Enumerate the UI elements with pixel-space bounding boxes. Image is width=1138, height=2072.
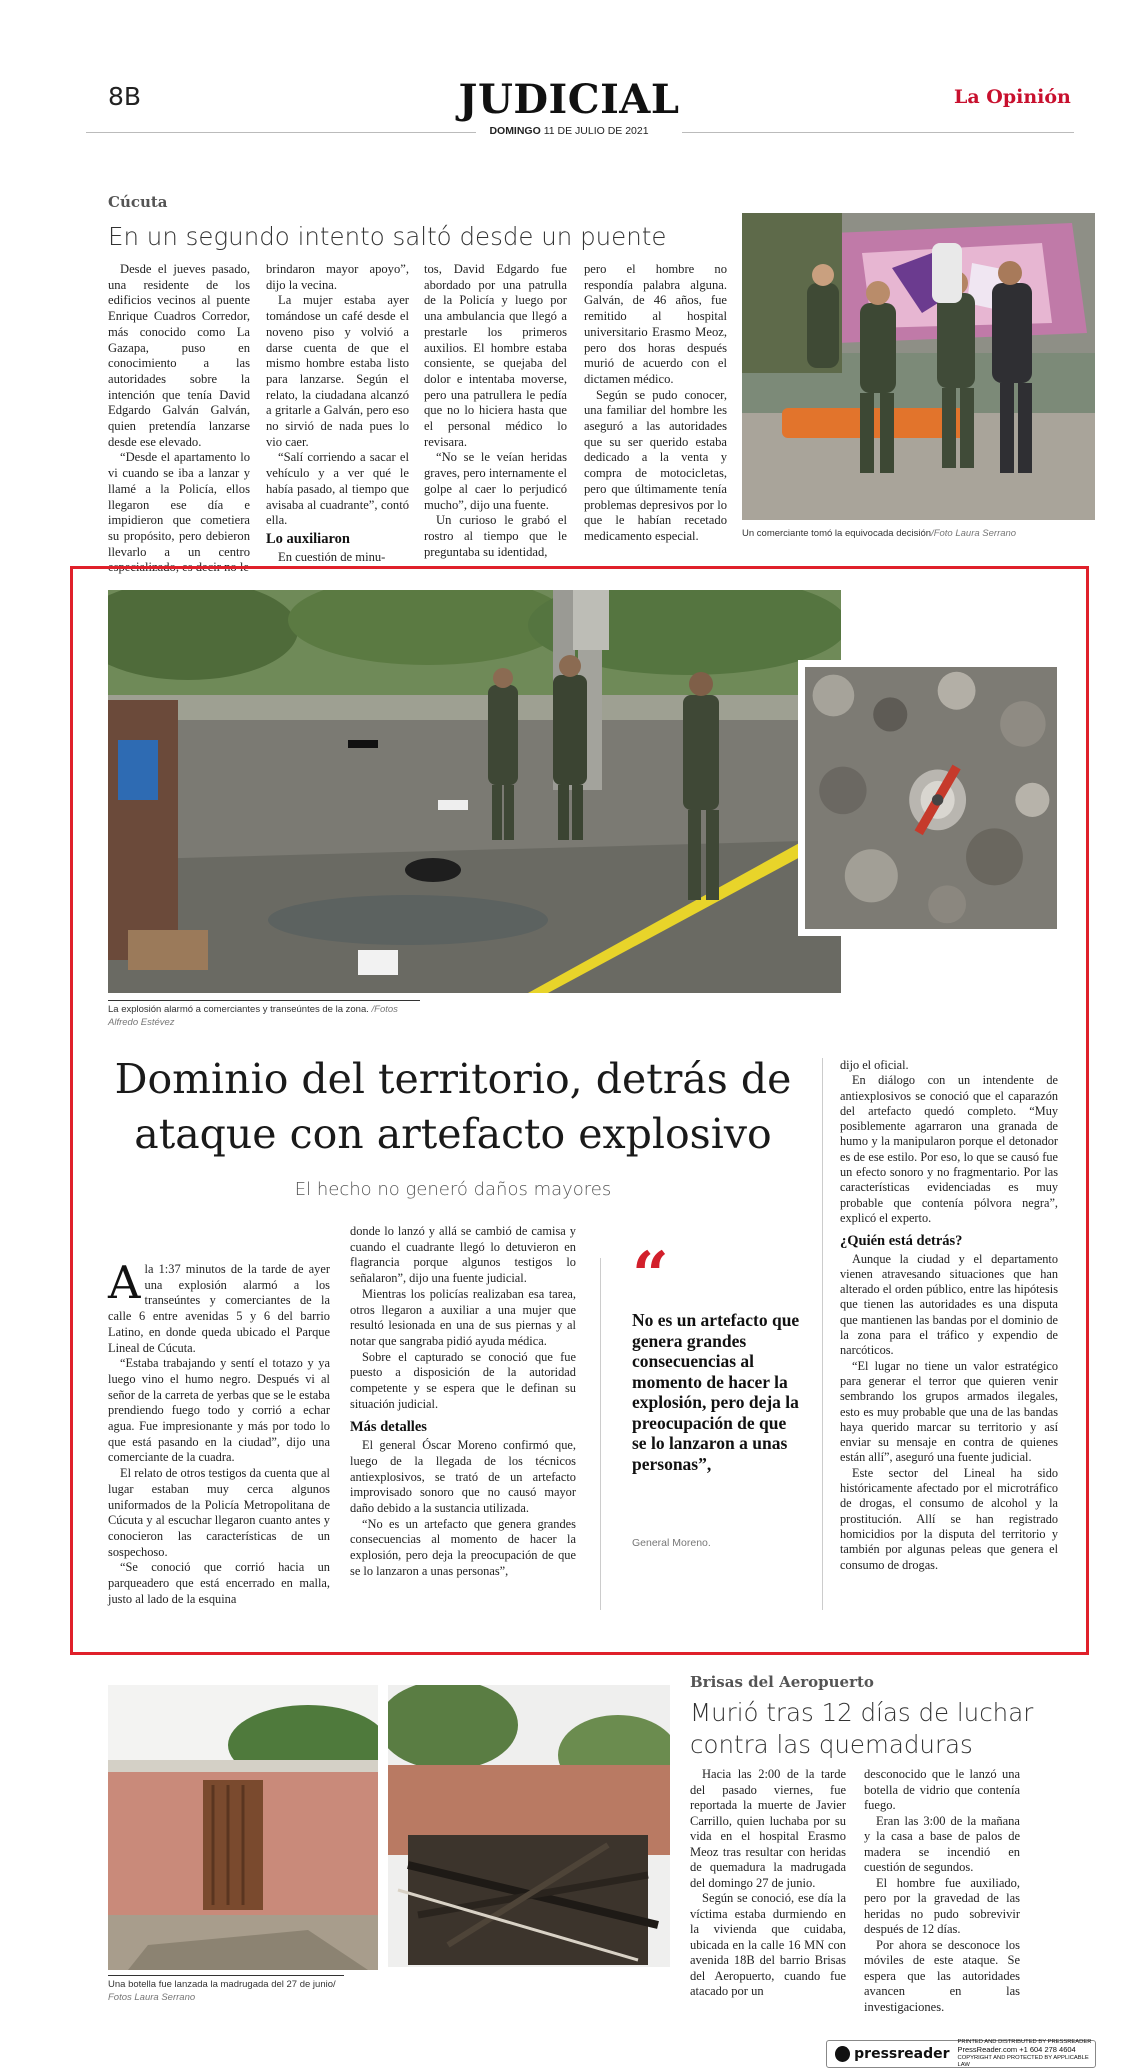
story1-c2-p2: La mujer estaba ayer tomándose un café desde el noveno piso y volvió a darse cuenta de que el mismo hombre estaba listo para lanzarse. Según el relato, la ciudadana alcanzó a gritarle a Galván, pero eso no sirvió de nada pues lo vio caer.	[266, 293, 409, 449]
date-rest: 11 DE JULIO DE 2021	[543, 125, 649, 137]
story2-deck: El hecho no generó daños mayores	[294, 1179, 612, 1200]
story3-column-1	[690, 1767, 846, 2000]
story2-column-4	[840, 1058, 1058, 1573]
story1-c4-p2: Según se pudo conocer, una familiar del hombre les aseguró a las autoridades que su ser querido estaba dedicado a la venta y compra de motocicletas, pero que últimamente tenía problemas depresivos por lo que le habían recetado medicamento especial.	[584, 387, 727, 543]
story2-caption	[108, 1003, 428, 1029]
story1-column-1	[108, 262, 250, 576]
story2-c2-p5: “No es un artefacto que genera grandes consecuencias al momento de hacer la explosión, pero deja la preocupación de que se lo lanzaron a unas personas”,	[350, 1516, 576, 1578]
date-line	[0, 125, 1138, 137]
story1-column-4	[584, 262, 727, 545]
column-divider-1	[600, 1258, 601, 1610]
story1-c1-p2: “Desde el apartamento lo vi cuando se iba a lanzar y llamé a la Policía, ellos llegaron ese día e impidieron que cometiera su propósito, pero debieron llevarlo a un centro especializado, es decir no le	[108, 450, 250, 575]
story1-photo	[742, 213, 1095, 520]
story3-kicker: Brisas del Aeropuerto	[690, 1673, 874, 1691]
story1-c1-p1: Desde el jueves pasado, una residente de los edificios vecinos al puente Enrique Cuadros Corredor, más conocido como La Gazapa, puso en conocimiento a las autoridades sobre la intención que tenía David Edgardo Galván Galván, quien pretendía lanzarse desde ese elevado.	[108, 262, 250, 449]
story3-headline: Murió tras 12 días de luchar contra las quemaduras	[690, 1698, 1034, 1759]
story2-caption-credit: /Fotos Alfredo Estévez	[108, 1004, 398, 1028]
pressreader-badge[interactable]	[826, 2040, 1096, 2068]
story1-c2-p4: En cuestión de minu-	[278, 549, 386, 564]
story2-c1-p4: “Se conoció que corrió hacia un parqueadero que está encerrado en malla, justo al lado de la esquina	[108, 1560, 330, 1606]
pressreader-line3: COPYRIGHT AND PROTECTED BY APPLICABLE LAW	[957, 2054, 1089, 2068]
story2-main-photo	[108, 590, 841, 993]
story3-caption-text: Una botella fue lanzada la madrugada del 27 de junio/	[108, 1979, 336, 1990]
story2-c1-p3: El relato de otros testigos da cuenta que al lugar estaban muy cerca algunos uniformados de la Policía Metropolitana de Cúcuta y al escuchar llegaron cuanto antes y conocieron las características de un sospechoso.	[108, 1466, 330, 1559]
story1-caption-credit: /Foto Laura Serrano	[931, 528, 1017, 539]
story2-column-2	[350, 1224, 576, 1579]
story2-column-1	[108, 1256, 330, 1607]
page-number: 8B	[108, 82, 142, 111]
story2-c4-p4: “El lugar no tiene un valor estratégico para generar el terror que quieren venir sembrando los grupos armados ilegales, esto es muy probable que una de las bandas haya querido marcar su territorio y así enviar su mensaje en contra de quienes están allí”, aseguró una fuente judicial.	[840, 1358, 1058, 1465]
story2-inset-photo	[798, 660, 1064, 936]
story3-caption-rule	[108, 1975, 344, 1976]
pressreader-info	[958, 2039, 1095, 2069]
story1-column-3	[424, 262, 567, 560]
story1-c2-p3: “Salí corriendo a sacar el vehículo y a ver qué le había pasado, al tiempo que avisaba al cuadrante”, contó ella.	[266, 450, 409, 528]
story3-c2-p1: desconocido que le lanzó una botella de vidrio que contenía fuego.	[864, 1767, 1020, 1812]
story1-c3-p2: “No se le veían heridas graves, pero internamente el golpe al caer lo perjudicó mucho”, dijo una fuente.	[424, 450, 567, 512]
story1-column-2	[266, 262, 409, 565]
story3-c2-p2: Eran las 3:00 de la mañana y la casa a base de palos de madera se incendió en cuestión de segundos.	[864, 1813, 1020, 1874]
story2-caption-text: La explosión alarmó a comerciantes y transeúntes de la zona.	[108, 1004, 369, 1015]
pressreader-icon	[835, 2046, 850, 2062]
story2-subhead-2: ¿Quién está detrás?	[840, 1233, 963, 1250]
pressreader-logo: pressreader	[854, 2046, 950, 2062]
story2-c1-p1	[108, 1256, 330, 1356]
story2-c1-p1-text: la 1:37 minutos de la tarde de ayer una explosión alarmó a los transeúntes y comerciantes de la calle 6 entre avenidas 5 y 6 del barrio Latino, en donde queda ubicado el Parque Lineal de Cúcuta.	[108, 1262, 330, 1355]
story3-c1-p2: Según se conoció, ese día la víctima estaba durmiendo en la vivienda que cuidaba, ubicada en la calle 16 MN con avenida 18B del barrio Brisas del Aeropuerto, cuando fue atacado por un	[690, 1891, 846, 1998]
story2-subhead-1: Más detalles	[350, 1419, 427, 1436]
story1-c4-p1: pero el hombre no respondía palabra alguna. Galván, de 46 años, fue remitido al hospital universitario Erasmo Meoz, pero dos horas después murió de acuerdo con el dictamen médico.	[584, 262, 727, 386]
story3-column-2	[864, 1767, 1020, 2015]
story2-c2-p2: Mientras los policías realizaban esa tarea, otros llegaron a auxiliar a una mujer que resultó lesionada en una de sus piernas y al notar que sangraba pidió ayuda médica.	[350, 1286, 576, 1348]
story2-c1-p2: “Estaba trabajando y sentí el totazo y ya luego vino el humo negro. Después vi al señor de la carreta de yerbas que se le estaba prendiendo fuego todo y corrió a echar agua. Fue impresionante y más por todo lo que está pasando en la ciudad”, dijo una comerciante de la cuadra.	[108, 1356, 330, 1465]
story3-photo-right	[388, 1685, 670, 1967]
story1-kicker: Cúcuta	[108, 193, 168, 211]
story3-photo-left	[108, 1685, 378, 1970]
story1-c3-p3: Un curioso le grabó el rostro al tiempo que le preguntaba su identidad,	[424, 513, 567, 559]
story2-c2-p1: donde lo lanzó y allá se cambió de camisa y cuando el cuadrante llegó lo detuvieron en flagrancia porque algunos testigos lo señalaron”, dijo una fuente judicial.	[350, 1224, 576, 1286]
dropcap: A	[108, 1256, 141, 1309]
story2-c4-p1: dijo el oficial.	[840, 1058, 909, 1072]
column-divider-2	[822, 1058, 823, 1610]
story3-c2-p4: Por ahora se desconoce los móviles de este ataque. Se espera que las autoridades avancen en las investigaciones.	[864, 1937, 1020, 2014]
story3-caption-credit: Fotos Laura Serrano	[108, 1992, 196, 2003]
story2-c2-p3: Sobre el capturado se conoció que fue puesto a disposición de la autoridad competente y se espera que le definan su situación judicial.	[350, 1349, 576, 1411]
story1-caption	[742, 527, 1102, 540]
story1-headline: En un segundo intento saltó desde un puente	[108, 222, 667, 251]
pull-quote-attribution: General Moreno.	[632, 1537, 711, 1549]
story2-c4-p3: Aunque la ciudad y el departamento vienen atravesando situaciones que han alterado el orden público, entre las hipótesis que tienen las autoridades es una disputa que mantienen las bandas por el dominio de la zona para el tráfico y expendio de narcóticos.	[840, 1251, 1058, 1358]
brand-logo[interactable]: La Opinión	[954, 86, 1071, 108]
story3-caption	[108, 1978, 388, 2004]
story1-subhead: Lo auxiliaron	[266, 530, 350, 547]
story1-caption-text: Un comerciante tomó la equivocada decisión	[742, 528, 932, 539]
story1-c3-p1: tos, David Edgardo fue abordado por una patrulla de la Policía y luego por una ambulancia que llegó a prestarle los primeros auxilios. El hombre estaba consiente, se quejaba del dolor e intentaba moverse, pero una patrullera le pedía que no lo hiciera hasta que el personal médico lo revisara.	[424, 262, 567, 449]
pressreader-line1: PRINTED AND DISTRIBUTED BY PRESSREADER	[957, 2039, 1092, 2046]
story2-c4-p5: Este sector del Lineal ha sido históricamente afectado por el microtráfico de drogas, el consumo de alcohol y la prostitución. Allí se han registrado homicidios por la disputa del territorio y también por algunas peleas que genera el consumo de drogas.	[840, 1465, 1058, 1572]
story3-c1-p1: Hacia las 2:00 de la tarde del pasado viernes, fue reportada la muerte de Javier Carrillo, quien luchaba por su vida en el hospital Erasmo Meoz tras resultar con heridas de quemadura la madrugada del domingo 27 de junio.	[690, 1767, 846, 1890]
pull-quote-mark: “	[632, 1238, 669, 1313]
story2-headline: Dominio del territorio, detrás de ataque con artefacto explosivo	[114, 1055, 792, 1158]
date-day: DOMINGO	[489, 125, 541, 137]
pull-quote: No es un artefacto que genera grandes consecuencias al momento de hacer la explosión, pero deja la preocupación de que se lo lanzaron a unas personas”,	[632, 1310, 800, 1474]
story2-c4-p2: En diálogo con un intendente de antiexplosivos se conoció que el caparazón del artefacto quedó completo. “Muy posiblemente agarraron una granada de humo y la manipularon porque el detonador es de ese estilo. Por eso, lo que se causó fue un efecto sonoro y no fragmentario. Por las características evidenciadas es muy probable que contenía pólvora negra”, explicó el experto.	[840, 1073, 1058, 1225]
pressreader-line2: PressReader.com +1 604 278 4604	[957, 2045, 1076, 2055]
story2-caption-rule	[108, 1000, 420, 1001]
section-title: JUDICIAL	[458, 76, 680, 123]
story2-c2-p4: El general Óscar Moreno confirmó que, luego de la llegada de los técnicos antiexplosivos, se trató de un artefacto improvisado sonoro que no causó mayor daño debido a la sustancia utilizada.	[350, 1438, 576, 1515]
story1-c2-p1: brindaron mayor apoyo”, dijo la vecina.	[266, 262, 409, 292]
story3-c2-p3: El hombre fue auxiliado, pero por la gravedad de las heridas no pudo sobrevivir después de 12 días.	[864, 1875, 1020, 1936]
